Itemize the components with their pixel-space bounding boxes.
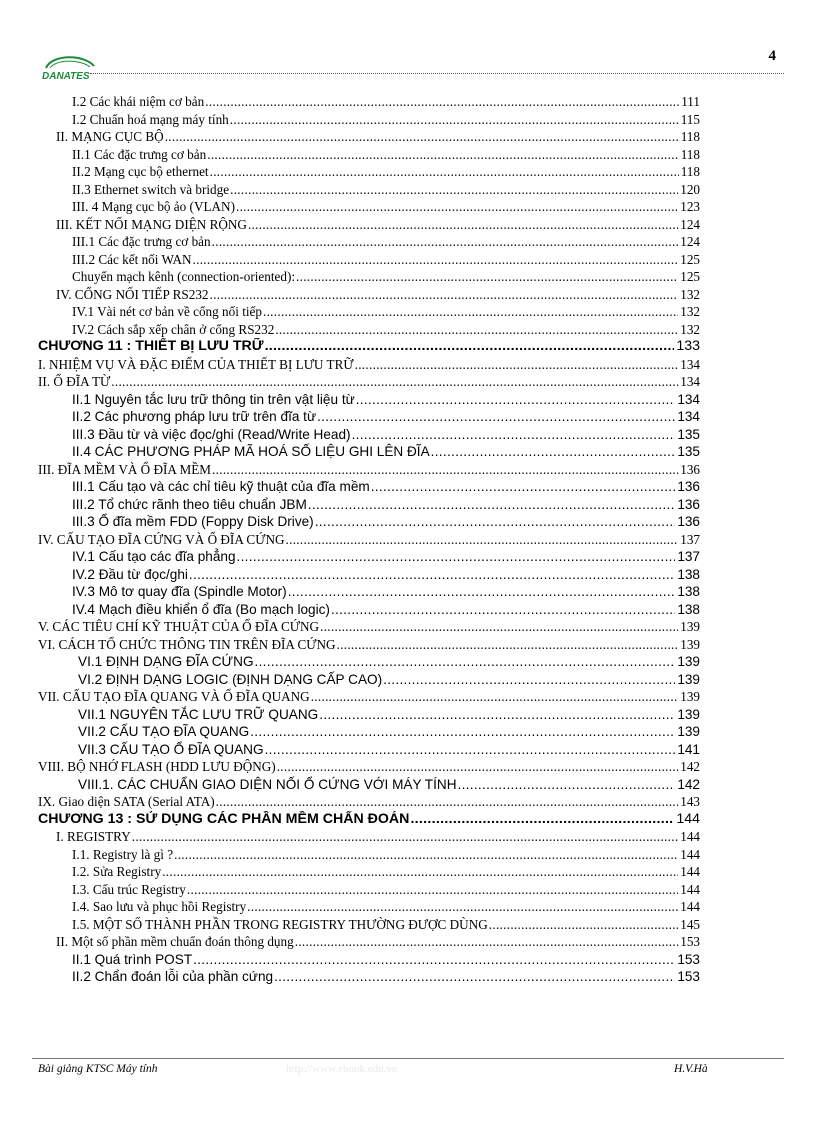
toc-page-number: 143 — [680, 794, 700, 809]
toc-entry[interactable] — [38, 548, 700, 566]
toc-entry-title: I.4. Sao lưu và phục hồi Registry — [72, 899, 247, 914]
toc-entry[interactable] — [38, 198, 700, 216]
toc-entry[interactable] — [38, 671, 700, 689]
toc-dot-leader — [319, 706, 675, 724]
toc-dot-leader — [255, 653, 676, 671]
toc-entry-title: II. Ổ ĐĨA TỪ — [38, 374, 111, 389]
toc-entry-title: II.1 Các đặc trưng cơ bản — [72, 146, 207, 162]
toc-dot-leader — [230, 181, 678, 199]
toc-entry-title: III. ĐĨA MỀM VÀ Ổ ĐĨA MỀM — [38, 461, 212, 477]
toc-entry[interactable] — [38, 758, 700, 776]
toc-entry[interactable] — [38, 776, 700, 794]
footer-watermark-url: http://www.ebook.edu.vn — [286, 1063, 398, 1075]
toc-page-number: 137 — [680, 531, 700, 547]
toc-page-number: 134 — [677, 391, 700, 407]
toc-dot-leader — [295, 933, 679, 951]
toc-page-number: 132 — [680, 304, 700, 319]
toc-entry-title: IV.1 Cấu tạo các đĩa phẳng — [72, 549, 236, 564]
toc-entry[interactable] — [38, 443, 700, 461]
toc-page-number: 142 — [680, 759, 700, 774]
toc-dot-leader — [320, 618, 678, 636]
toc-page-number: 141 — [677, 741, 700, 757]
toc-entry-title: IV.2 Cách sắp xếp chân ở cổng RS232 — [72, 321, 275, 337]
toc-entry-title: VII.1 NGUYÊN TẮC LƯU TRỮ QUANG — [78, 706, 319, 722]
footer-rule — [32, 1058, 784, 1059]
toc-dot-leader — [296, 268, 678, 286]
toc-dot-leader — [111, 373, 678, 391]
toc-entry[interactable] — [38, 863, 700, 881]
toc-entry[interactable] — [38, 146, 700, 164]
toc-chapter-entry[interactable] — [38, 811, 700, 829]
toc-page-number: 118 — [680, 164, 700, 179]
toc-entry-title: IV.2 Đầu từ đọc/ghi — [72, 566, 188, 582]
toc-entry[interactable] — [38, 321, 700, 339]
toc-page-number: 139 — [680, 689, 700, 704]
toc-dot-leader — [410, 811, 674, 829]
toc-entry[interactable] — [38, 566, 700, 584]
toc-page-number: 115 — [680, 111, 700, 127]
toc-entry[interactable] — [38, 286, 700, 304]
toc-entry[interactable] — [38, 496, 700, 514]
footer-course-title: Bài giảng KTSC Máy tính — [38, 1063, 158, 1075]
toc-dot-leader — [162, 863, 678, 881]
toc-entry-title: CHƯƠNG 11 : THIẾT BỊ LƯU TRỮ — [38, 338, 264, 354]
toc-entry-title: II.2 Chẩn đoán lỗi của phần cứng — [72, 969, 274, 984]
toc-dot-leader — [132, 828, 678, 846]
toc-dot-leader — [371, 478, 676, 496]
toc-dot-leader — [193, 251, 679, 269]
footer-author: H.V.Hà — [674, 1063, 708, 1075]
toc-dot-leader — [205, 93, 679, 111]
toc-page-number: 138 — [677, 601, 700, 617]
toc-dot-leader — [308, 496, 676, 514]
toc-page-number: 139 — [680, 636, 700, 652]
toc-page-number: 111 — [681, 94, 700, 109]
toc-chapter-entry[interactable] — [38, 338, 700, 356]
toc-entry[interactable] — [38, 391, 700, 409]
toc-dot-leader — [248, 216, 678, 234]
toc-entry[interactable] — [38, 461, 700, 479]
toc-page-number: 153 — [680, 934, 700, 949]
toc-dot-leader — [383, 671, 675, 689]
toc-page-number: 132 — [680, 286, 700, 302]
toc-dot-leader — [274, 968, 675, 986]
toc-dot-leader — [216, 793, 679, 811]
toc-page-number: 134 — [680, 374, 700, 389]
toc-entry[interactable] — [38, 268, 700, 286]
toc-entry[interactable] — [38, 618, 700, 636]
toc-entry-title: I. REGISTRY — [56, 829, 131, 844]
toc-page-number: 139 — [677, 654, 700, 669]
toc-dot-leader — [237, 548, 676, 566]
page-header — [32, 44, 784, 86]
toc-entry[interactable] — [38, 846, 700, 864]
toc-entry[interactable] — [38, 741, 700, 759]
toc-entry[interactable] — [38, 408, 700, 426]
toc-dot-leader — [337, 636, 679, 654]
toc-entry[interactable] — [38, 951, 700, 969]
header-rule — [90, 73, 784, 74]
toc-dot-leader — [165, 128, 679, 146]
toc-page-number: 136 — [677, 514, 700, 529]
toc-entry[interactable] — [38, 216, 700, 234]
toc-entry-title: Chuyển mạch kênh (connection-oriented): — [72, 269, 296, 284]
toc-entry[interactable] — [38, 688, 700, 706]
toc-dot-leader — [210, 163, 679, 181]
toc-entry-title: II.1 Quá trình POST — [72, 951, 193, 967]
toc-page-number: 132 — [680, 321, 700, 337]
toc-entry[interactable] — [38, 478, 700, 496]
toc-dot-leader — [187, 881, 678, 899]
toc-entry[interactable] — [38, 426, 700, 444]
toc-dot-leader — [355, 356, 679, 374]
toc-entry[interactable] — [38, 111, 700, 129]
toc-entry[interactable] — [38, 968, 700, 986]
toc-dot-leader — [275, 321, 678, 339]
toc-entry-title: II.3 Ethernet switch và bridge — [72, 181, 230, 197]
toc-page-number: 136 — [680, 461, 700, 477]
toc-entry[interactable] — [38, 356, 700, 374]
toc-dot-leader — [250, 723, 675, 741]
toc-entry[interactable] — [38, 373, 700, 391]
toc-entry-title: IV.3 Mô tơ quay đĩa (Spindle Motor) — [72, 584, 287, 599]
table-of-contents — [38, 93, 700, 986]
toc-entry-title: VII.2 CẤU TẠO ĐĨA QUANG — [78, 724, 250, 739]
toc-dot-leader — [317, 408, 675, 426]
toc-entry-title: I. NHIỆM VỤ VÀ ĐẶC ĐIỂM CỦA THIẾT BỊ LƯU TRỮ — [38, 356, 354, 372]
toc-page-number: 142 — [677, 776, 700, 792]
toc-page-number: 133 — [676, 338, 700, 354]
toc-dot-leader — [286, 531, 679, 549]
toc-entry[interactable] — [38, 251, 700, 269]
toc-entry-title: III.2 Các kết nối WAN — [72, 251, 192, 267]
toc-entry-title: III.1 Các đặc trưng cơ bản — [72, 234, 211, 249]
toc-page-number: 138 — [677, 584, 700, 599]
toc-dot-leader — [174, 846, 678, 864]
toc-entry[interactable] — [38, 723, 700, 741]
toc-page-number: 139 — [677, 724, 700, 739]
toc-entry-title: IV. CỔNG NỐI TIẾP RS232 — [56, 286, 209, 302]
toc-entry-title: VI.1 ĐỊNH DẠNG ĐĨA CỨNG — [78, 654, 254, 669]
toc-entry[interactable] — [38, 181, 700, 199]
toc-entry-title: II.2 Mạng cục bộ ethernet — [72, 164, 209, 179]
toc-entry-title: I.2. Sửa Registry — [72, 864, 162, 879]
toc-page-number: 144 — [680, 899, 700, 914]
toc-page-number: 144 — [680, 881, 700, 897]
toc-dot-leader — [263, 303, 678, 321]
toc-entry-title: I.5. MỘT SỐ THÀNH PHẦN TRONG REGISTRY THƯỜNG ĐƯỢC DÙNG — [72, 916, 488, 932]
toc-page-number: 120 — [680, 181, 700, 197]
toc-page-number: 125 — [680, 251, 700, 267]
toc-entry-title: II.1 Nguyên tắc lưu trữ thông tin trên vật liệu từ — [72, 391, 355, 407]
toc-dot-leader — [236, 198, 678, 216]
toc-page-number: 144 — [680, 864, 700, 879]
toc-entry-title: III. 4 Mạng cục bộ ảo (VLAN) — [72, 199, 235, 214]
toc-page-number: 145 — [680, 916, 700, 932]
toc-dot-leader — [311, 688, 679, 706]
toc-page-number: 138 — [677, 566, 700, 582]
toc-dot-leader — [431, 443, 676, 461]
toc-entry-title: V. CÁC TIÊU CHÍ KỸ THUẬT CỦA Ổ ĐĨA CỨNG — [38, 619, 320, 634]
toc-page-number: 139 — [680, 619, 700, 634]
toc-entry-title: VIII.1. CÁC CHUẨN GIAO DIỆN NỐI Ổ CỨNG VỚI MÁY TÍNH — [78, 776, 457, 792]
toc-entry[interactable] — [38, 793, 700, 811]
toc-entry[interactable] — [38, 653, 700, 671]
toc-entry[interactable] — [38, 933, 700, 951]
toc-dot-leader — [315, 513, 676, 531]
toc-page-number: 144 — [680, 846, 700, 862]
toc-page-number: 125 — [680, 269, 700, 284]
toc-page-number: 135 — [677, 444, 700, 459]
toc-entry[interactable] — [38, 128, 700, 146]
toc-page-number: 118 — [680, 129, 700, 144]
toc-page-number: 134 — [677, 409, 700, 424]
toc-page-number: 144 — [680, 829, 700, 844]
toc-entry-title: I.1. Registry là gì ? — [72, 846, 174, 862]
toc-page-number: 139 — [677, 706, 700, 722]
toc-page-number: 135 — [677, 426, 700, 442]
toc-entry-title: VII.3 CẤU TẠO Ổ ĐĨA QUANG — [78, 741, 264, 757]
toc-entry-title: VI.2 ĐỊNH DẠNG LOGIC (ĐỊNH DẠNG CẤP CAO) — [78, 671, 383, 687]
toc-page-number: 153 — [677, 969, 700, 984]
toc-entry[interactable] — [38, 513, 700, 531]
toc-entry[interactable] — [38, 916, 700, 934]
toc-dot-leader — [288, 583, 676, 601]
toc-entry[interactable] — [38, 706, 700, 724]
svg-text:DANATES: DANATES — [42, 71, 90, 82]
toc-entry-title: I.2 Các khái niệm cơ bản — [72, 94, 205, 109]
toc-entry-title: VIII. BỘ NHỚ FLASH (HDD LƯU ĐỘNG) — [38, 759, 276, 774]
toc-entry-title: II. Một số phần mềm chuẩn đoán thông dụng — [56, 934, 294, 949]
toc-dot-leader — [331, 601, 675, 619]
toc-entry-title: III.3 Ổ đĩa mềm FDD (Foppy Disk Drive) — [72, 514, 314, 529]
toc-entry-title: III. KẾT NỐI MẠNG DIỆN RỘNG — [56, 216, 247, 232]
toc-page-number: 137 — [677, 549, 700, 564]
toc-entry-title: VI. CÁCH TỔ CHỨC THÔNG TIN TRÊN ĐĨA CỨNG — [38, 636, 336, 652]
toc-dot-leader — [265, 741, 676, 759]
toc-entry-title: CHƯƠNG 13 : SỬ DỤNG CÁC PHẦN MỀM CHẨN ĐOÁN — [38, 810, 410, 827]
toc-dot-leader — [189, 566, 675, 584]
toc-dot-leader — [277, 758, 679, 776]
toc-entry-title: III.2 Tổ chức rãnh theo tiêu chuẩn JBM — [72, 496, 307, 512]
toc-entry-title: II.4 CÁC PHƯƠNG PHÁP MÃ HOÁ SỐ LIỆU GHI LÊN ĐĨA — [72, 444, 430, 459]
toc-entry-title: II.2 Các phương pháp lưu trữ trên đĩa từ — [72, 409, 317, 424]
toc-page-number: 144 — [676, 810, 700, 827]
toc-dot-leader — [212, 233, 679, 251]
toc-entry-title: IV. CẤU TẠO ĐĨA CỨNG VÀ Ổ ĐĨA CỨNG — [38, 531, 285, 547]
toc-entry[interactable] — [38, 601, 700, 619]
toc-entry[interactable] — [38, 163, 700, 181]
toc-entry-title: VII. CẤU TẠO ĐĨA QUANG VÀ Ổ ĐĨA QUANG — [38, 689, 310, 704]
toc-dot-leader — [458, 776, 676, 794]
toc-dot-leader — [265, 338, 675, 356]
toc-page-number: 134 — [680, 356, 700, 372]
toc-entry-title: IX. Giao diện SATA (Serial ATA) — [38, 794, 215, 809]
toc-entry-title: I.2 Chuẩn hoá mạng máy tính — [72, 111, 229, 127]
toc-entry[interactable] — [38, 583, 700, 601]
toc-entry[interactable] — [38, 828, 700, 846]
toc-dot-leader — [210, 286, 679, 304]
toc-page-number: 136 — [677, 479, 700, 494]
toc-entry[interactable] — [38, 636, 700, 654]
toc-page-number: 153 — [677, 951, 700, 967]
toc-dot-leader — [230, 111, 679, 129]
toc-dot-leader — [212, 461, 678, 479]
toc-entry-title: III.3 Đầu từ và việc đọc/ghi (Read/Write Head) — [72, 426, 351, 442]
toc-dot-leader — [193, 951, 675, 969]
toc-entry-title: II. MẠNG CỤC BỘ — [56, 129, 164, 144]
toc-page-number: 118 — [680, 146, 700, 162]
toc-page-number: 123 — [680, 199, 700, 214]
toc-page-number: 124 — [680, 216, 700, 232]
page-number: 4 — [768, 48, 776, 64]
toc-dot-leader — [207, 146, 678, 164]
toc-entry[interactable] — [38, 881, 700, 899]
page-footer — [32, 1058, 784, 1082]
toc-entry[interactable] — [38, 531, 700, 549]
toc-dot-leader — [489, 916, 678, 934]
toc-entry[interactable] — [38, 233, 700, 251]
toc-dot-leader — [356, 391, 676, 409]
toc-dot-leader — [352, 426, 676, 444]
toc-entry-title: IV.4 Mạch điều khiển ổ đĩa (Bo mạch logic) — [72, 601, 330, 617]
toc-dot-leader — [247, 898, 678, 916]
danates-logo — [40, 52, 100, 82]
toc-entry[interactable] — [38, 898, 700, 916]
toc-page-number: 124 — [680, 234, 700, 249]
toc-page-number: 139 — [677, 671, 700, 687]
toc-entry-title: IV.1 Vài nét cơ bản về cổng nối tiếp — [72, 304, 262, 319]
toc-entry-title: I.3. Cấu trúc Registry — [72, 881, 186, 897]
toc-entry[interactable] — [38, 93, 700, 111]
toc-entry-title: III.1 Cấu tạo và các chỉ tiêu kỹ thuật của đĩa mềm — [72, 479, 370, 494]
toc-page-number: 136 — [677, 496, 700, 512]
toc-entry[interactable] — [38, 303, 700, 321]
